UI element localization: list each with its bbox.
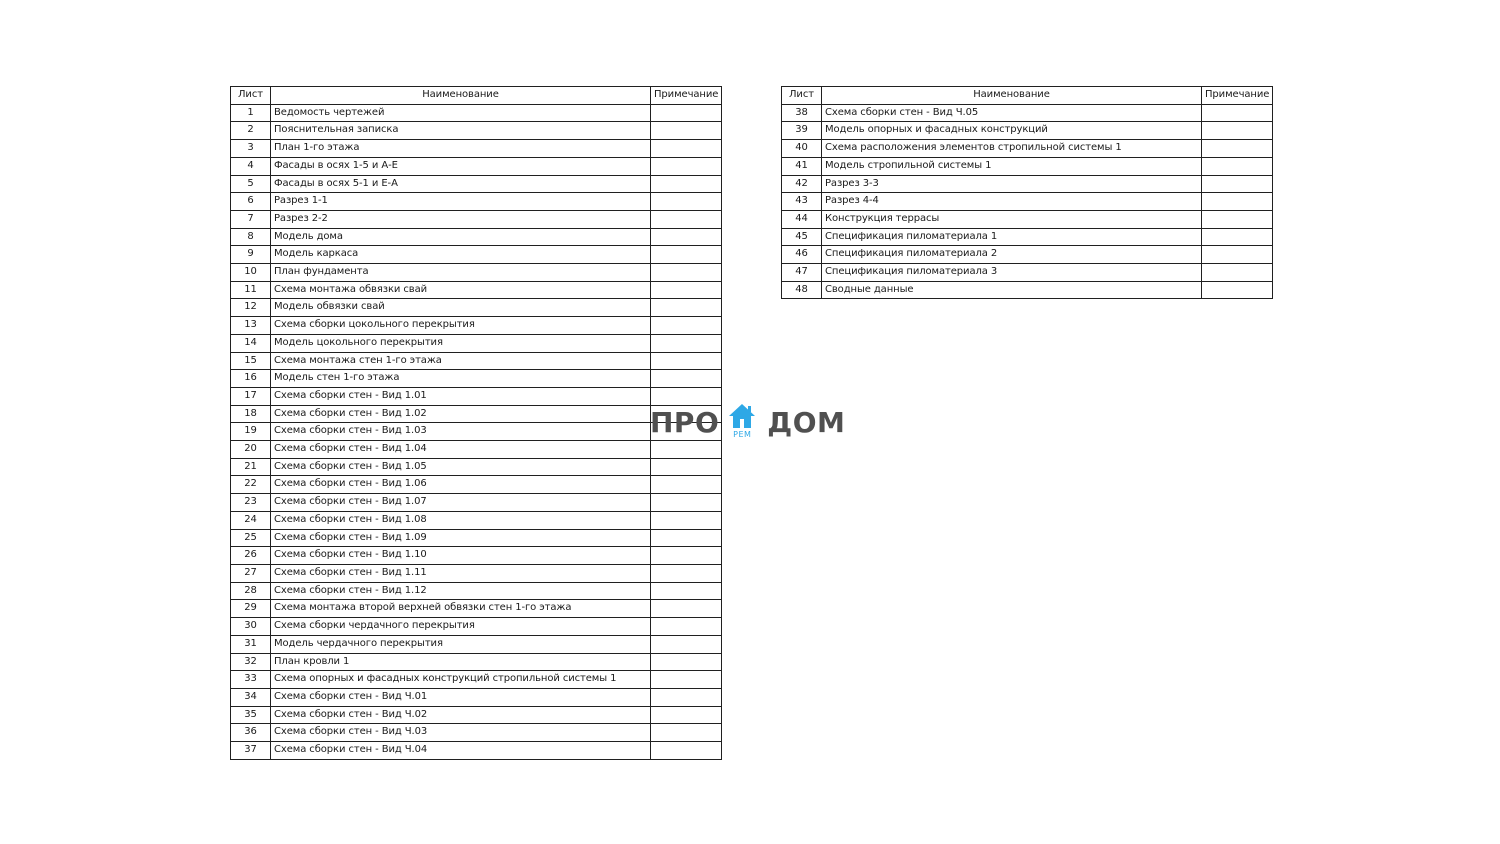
column-header-note: Примечание (1202, 87, 1273, 105)
sheet-number-cell: 6 (231, 193, 271, 211)
sheet-number-cell: 38 (782, 104, 822, 122)
sheet-note-cell (651, 671, 722, 689)
table-row (231, 706, 722, 724)
sheet-note-cell (651, 122, 722, 140)
sheet-number-cell: 24 (231, 511, 271, 529)
table-row (231, 281, 722, 299)
sheet-number-cell: 28 (231, 582, 271, 600)
sheet-name-cell: Разрез 2-2 (271, 210, 651, 228)
sheet-note-cell (651, 618, 722, 636)
table-row (231, 423, 722, 441)
sheet-name-cell: Схема сборки стен - Вид 1.09 (271, 529, 651, 547)
sheet-number-cell: 39 (782, 122, 822, 140)
column-header-sheet: Лист (782, 87, 822, 105)
sheet-number-cell: 46 (782, 246, 822, 264)
sheet-name-cell: Схема сборки стен - Вид 1.10 (271, 547, 651, 565)
table-row (231, 724, 722, 742)
table-body-left (231, 104, 722, 759)
sheet-number-cell: 32 (231, 653, 271, 671)
sheet-number-cell: 26 (231, 547, 271, 565)
table-row (231, 600, 722, 618)
sheet-note-cell (1202, 264, 1273, 282)
sheet-name-cell: Модель обвязки свай (271, 299, 651, 317)
sheet-name-cell: Схема сборки цокольного перекрытия (271, 317, 651, 335)
sheet-note-cell (651, 140, 722, 158)
sheet-name-cell: Разрез 4-4 (822, 193, 1202, 211)
sheet-note-cell (651, 706, 722, 724)
table-row (782, 228, 1273, 246)
sheet-number-cell: 30 (231, 618, 271, 636)
sheet-note-cell (1202, 210, 1273, 228)
sheet-name-cell: Схема монтажа обвязки свай (271, 281, 651, 299)
sheet-name-cell: Схема сборки стен - Вид 1.05 (271, 458, 651, 476)
sheet-number-cell: 17 (231, 387, 271, 405)
table-row (231, 511, 722, 529)
sheet-note-cell (651, 511, 722, 529)
sheet-number-cell: 22 (231, 476, 271, 494)
sheet-name-cell: План 1-го этажа (271, 140, 651, 158)
drawings-list-table-right (781, 86, 1273, 299)
sheet-number-cell: 11 (231, 281, 271, 299)
sheet-number-cell: 9 (231, 246, 271, 264)
sheet-number-cell: 23 (231, 494, 271, 512)
column-header-name: Наименование (822, 87, 1202, 105)
sheet-number-cell: 45 (782, 228, 822, 246)
sheet-note-cell (651, 688, 722, 706)
table-row (231, 671, 722, 689)
sheet-note-cell (651, 458, 722, 476)
sheet-number-cell: 37 (231, 742, 271, 760)
sheet-note-cell (1202, 193, 1273, 211)
table-row (231, 547, 722, 565)
house-icon (725, 402, 759, 442)
table-header-row (782, 87, 1273, 105)
column-header-note: Примечание (651, 87, 722, 105)
table-row (231, 476, 722, 494)
sheet-note-cell (651, 724, 722, 742)
table-row (231, 175, 722, 193)
table-row (231, 352, 722, 370)
sheet-number-cell: 4 (231, 157, 271, 175)
sheet-name-cell: Схема сборки стен - Вид Ч.04 (271, 742, 651, 760)
sheet-name-cell: Схема сборки стен - Вид Ч.02 (271, 706, 651, 724)
sheet-name-cell: Пояснительная записка (271, 122, 651, 140)
sheet-note-cell (651, 228, 722, 246)
sheet-number-cell: 12 (231, 299, 271, 317)
sheet-name-cell: Ведомость чертежей (271, 104, 651, 122)
sheet-number-cell: 41 (782, 157, 822, 175)
table-row (231, 210, 722, 228)
sheet-name-cell: Схема монтажа стен 1-го этажа (271, 352, 651, 370)
sheet-number-cell: 25 (231, 529, 271, 547)
sheet-note-cell (651, 352, 722, 370)
table-row (782, 157, 1273, 175)
sheet-number-cell: 1 (231, 104, 271, 122)
sheet-note-cell (1202, 122, 1273, 140)
table-row (231, 193, 722, 211)
sheet-name-cell: Схема сборки стен - Вид 1.08 (271, 511, 651, 529)
sheet-number-cell: 27 (231, 564, 271, 582)
sheet-name-cell: Модель дома (271, 228, 651, 246)
sheet-name-cell: План кровли 1 (271, 653, 651, 671)
sheet-name-cell: Схема сборки стен - Вид 1.06 (271, 476, 651, 494)
sheet-name-cell: Модель цокольного перекрытия (271, 334, 651, 352)
sheet-name-cell: Схема опорных и фасадных конструкций стропильной системы 1 (271, 671, 651, 689)
watermark-text-dom: ДОМ (767, 405, 846, 439)
sheet-name-cell: Разрез 3-3 (822, 175, 1202, 193)
sheet-number-cell: 10 (231, 264, 271, 282)
sheet-name-cell: Модель каркаса (271, 246, 651, 264)
table-row (231, 157, 722, 175)
sheet-note-cell (651, 441, 722, 459)
table-row (782, 193, 1273, 211)
watermark-text-pro: ПРО (650, 405, 720, 439)
table-row (782, 175, 1273, 193)
table-body-right (782, 104, 1273, 299)
sheet-number-cell: 5 (231, 175, 271, 193)
table-row (231, 494, 722, 512)
sheet-number-cell: 31 (231, 635, 271, 653)
sheet-number-cell: 2 (231, 122, 271, 140)
sheet-note-cell (651, 582, 722, 600)
sheet-note-cell (651, 476, 722, 494)
sheet-name-cell: Спецификация пиломатериала 2 (822, 246, 1202, 264)
sheet-number-cell: 36 (231, 724, 271, 742)
sheet-number-cell: 19 (231, 423, 271, 441)
sheet-note-cell (1202, 281, 1273, 299)
table-header-row (231, 87, 722, 105)
table-row (231, 529, 722, 547)
sheet-note-cell (651, 494, 722, 512)
sheet-note-cell (651, 175, 722, 193)
sheet-number-cell: 35 (231, 706, 271, 724)
table-row (231, 582, 722, 600)
sheet-note-cell (651, 334, 722, 352)
sheet-name-cell: Схема сборки стен - Вид 1.11 (271, 564, 651, 582)
table-row (231, 564, 722, 582)
sheet-note-cell (651, 157, 722, 175)
sheet-name-cell: Спецификация пиломатериала 3 (822, 264, 1202, 282)
table-row (231, 299, 722, 317)
table-row (231, 441, 722, 459)
sheet-note-cell (651, 299, 722, 317)
sheet-name-cell: Фасады в осях 5-1 и Е-А (271, 175, 651, 193)
sheet-note-cell (1202, 246, 1273, 264)
sheet-note-cell (651, 653, 722, 671)
sheet-note-cell (1202, 104, 1273, 122)
table-row (231, 122, 722, 140)
sheet-number-cell: 44 (782, 210, 822, 228)
drawings-list-table-left (230, 86, 722, 760)
sheet-name-cell: Схема сборки стен - Вид 1.01 (271, 387, 651, 405)
sheet-note-cell (651, 564, 722, 582)
table-row (231, 688, 722, 706)
sheet-name-cell: Схема монтажа второй верхней обвязки стен 1-го этажа (271, 600, 651, 618)
table-row (231, 246, 722, 264)
sheet-number-cell: 29 (231, 600, 271, 618)
table-row (231, 317, 722, 335)
table-row (231, 635, 722, 653)
table-row (231, 742, 722, 760)
sheet-note-cell (651, 193, 722, 211)
table-row (231, 370, 722, 388)
table-row (231, 228, 722, 246)
table-row (782, 122, 1273, 140)
sheet-name-cell: Сводные данные (822, 281, 1202, 299)
table-row (231, 264, 722, 282)
sheet-number-cell: 33 (231, 671, 271, 689)
sheet-number-cell: 15 (231, 352, 271, 370)
sheet-note-cell (651, 742, 722, 760)
watermark-logo (650, 402, 845, 442)
sheet-number-cell: 21 (231, 458, 271, 476)
sheet-note-cell (651, 370, 722, 388)
sheet-number-cell: 3 (231, 140, 271, 158)
sheet-number-cell: 42 (782, 175, 822, 193)
sheet-name-cell: Модель чердачного перекрытия (271, 635, 651, 653)
table-row (782, 210, 1273, 228)
sheet-number-cell: 16 (231, 370, 271, 388)
sheet-name-cell: Схема сборки стен - Вид 1.03 (271, 423, 651, 441)
table-row (231, 140, 722, 158)
table-row (231, 334, 722, 352)
table-row (231, 653, 722, 671)
column-header-sheet: Лист (231, 87, 271, 105)
sheet-note-cell (1202, 175, 1273, 193)
sheet-name-cell: Конструкция террасы (822, 210, 1202, 228)
sheet-name-cell: Схема расположения элементов стропильной системы 1 (822, 140, 1202, 158)
table-row (231, 405, 722, 423)
sheet-number-cell: 34 (231, 688, 271, 706)
table-row (782, 104, 1273, 122)
sheet-name-cell: Схема сборки стен - Вид 1.04 (271, 441, 651, 459)
sheet-note-cell (651, 547, 722, 565)
sheet-name-cell: Схема сборки стен - Вид Ч.03 (271, 724, 651, 742)
sheet-number-cell: 43 (782, 193, 822, 211)
table-row (231, 104, 722, 122)
sheet-name-cell: Модель стропильной системы 1 (822, 157, 1202, 175)
sheet-name-cell: Модель стен 1-го этажа (271, 370, 651, 388)
sheet-number-cell: 8 (231, 228, 271, 246)
sheet-note-cell (651, 246, 722, 264)
sheet-name-cell: Схема сборки стен - Вид Ч.05 (822, 104, 1202, 122)
table-row (782, 264, 1273, 282)
sheet-number-cell: 13 (231, 317, 271, 335)
sheet-note-cell (1202, 140, 1273, 158)
sheet-name-cell: Фасады в осях 1-5 и А-Е (271, 157, 651, 175)
table-row (782, 140, 1273, 158)
sheet-note-cell (651, 317, 722, 335)
sheet-note-cell (651, 600, 722, 618)
column-header-name: Наименование (271, 87, 651, 105)
sheet-number-cell: 14 (231, 334, 271, 352)
table-row (231, 387, 722, 405)
sheet-name-cell: План фундамента (271, 264, 651, 282)
sheet-number-cell: 7 (231, 210, 271, 228)
sheet-note-cell (1202, 228, 1273, 246)
sheet-number-cell: 40 (782, 140, 822, 158)
sheet-note-cell (651, 104, 722, 122)
sheet-note-cell (1202, 157, 1273, 175)
sheet-name-cell: Схема сборки стен - Вид 1.07 (271, 494, 651, 512)
sheet-note-cell (651, 210, 722, 228)
sheet-number-cell: 48 (782, 281, 822, 299)
sheet-number-cell: 18 (231, 405, 271, 423)
sheet-number-cell: 20 (231, 441, 271, 459)
sheet-name-cell: Схема сборки чердачного перекрытия (271, 618, 651, 636)
table-row (231, 458, 722, 476)
sheet-note-cell (651, 635, 722, 653)
sheet-note-cell (651, 281, 722, 299)
sheet-name-cell: Схема сборки стен - Вид Ч.01 (271, 688, 651, 706)
sheet-name-cell: Модель опорных и фасадных конструкций (822, 122, 1202, 140)
sheet-name-cell: Разрез 1-1 (271, 193, 651, 211)
sheet-name-cell: Схема сборки стен - Вид 1.02 (271, 405, 651, 423)
table-row (231, 618, 722, 636)
sheet-number-cell: 47 (782, 264, 822, 282)
sheet-name-cell: Спецификация пиломатериала 1 (822, 228, 1202, 246)
table-row (782, 246, 1273, 264)
sheet-note-cell (651, 529, 722, 547)
sheet-note-cell (651, 264, 722, 282)
table-row (782, 281, 1273, 299)
watermark-text-rem: РЕМ (733, 430, 752, 439)
sheet-name-cell: Схема сборки стен - Вид 1.12 (271, 582, 651, 600)
